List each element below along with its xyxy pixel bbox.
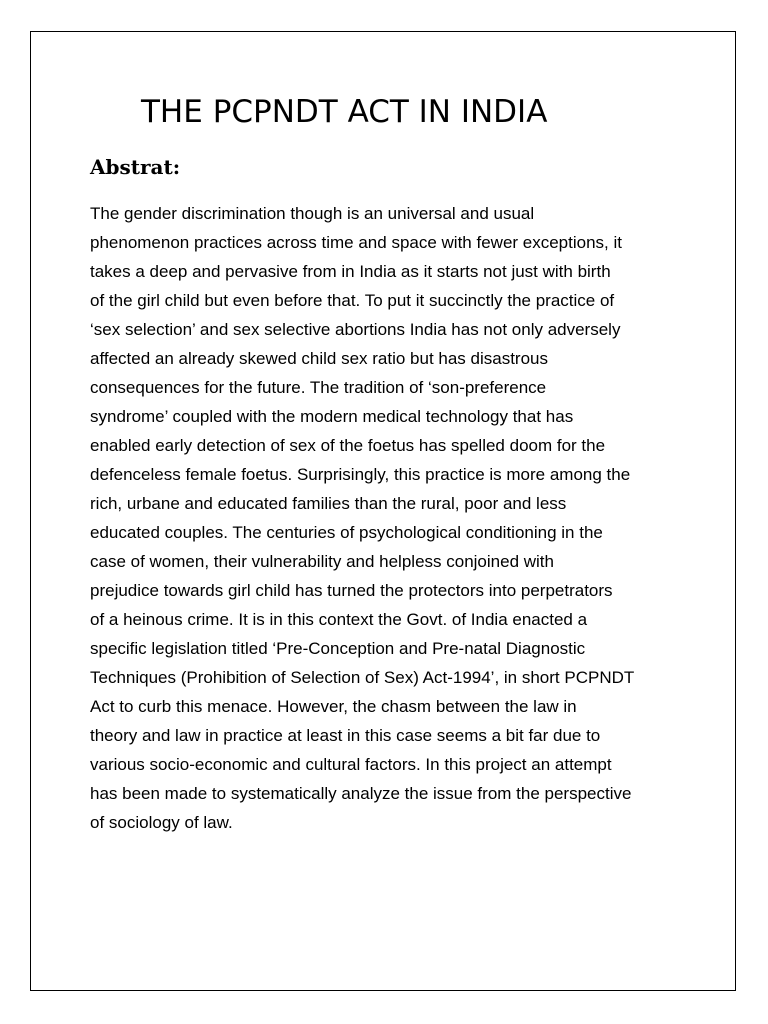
abstract-line: prejudice towards girl child has turned the protectors into perpetrators [90, 581, 613, 600]
abstract-body [90, 199, 682, 837]
abstract-line: educated couples. The centuries of psychological conditioning in the [90, 523, 603, 542]
abstract-line: consequences for the future. The tradition of ‘son-preference [90, 378, 547, 397]
abstract-line: affected an already skewed child sex ratio but has disastrous [90, 349, 549, 368]
abstract-line: of sociology of law. [90, 813, 233, 832]
abstract-line: takes a deep and pervasive from in India as it starts not just with birth [90, 262, 611, 281]
abstract-line: defenceless female foetus. Surprisingly, this practice is more among the [90, 465, 631, 484]
abstract-line: ‘sex selection’ and sex selective abortions India has not only adversely [90, 320, 621, 339]
abstract-line: of a heinous crime. It is in this context the Govt. of India enacted a [90, 610, 588, 629]
abstract-line: has been made to systematically analyze the issue from the perspective [90, 784, 632, 803]
abstract-line: of the girl child but even before that. To put it succinctly the practice of [90, 291, 615, 310]
abstract-line: phenomenon practices across time and space with fewer exceptions, it [90, 233, 622, 252]
abstract-line: Act to curb this menace. However, the chasm between the law in [90, 697, 577, 716]
abstract-line: theory and law in practice at least in this case seems a bit far due to [90, 726, 601, 745]
document-page [30, 31, 736, 991]
abstract-line: rich, urbane and educated families than the rural, poor and less [90, 494, 567, 513]
abstract-line: enabled early detection of sex of the foetus has spelled doom for the [90, 436, 606, 455]
abstract-line: The gender discrimination though is an universal and usual [90, 204, 535, 223]
abstract-line: specific legislation titled ‘Pre-Conception and Pre-natal Diagnostic [90, 639, 586, 658]
abstract-line: Techniques (Prohibition of Selection of Sex) Act-1994’, in short PCPNDT [90, 668, 635, 687]
abstract-line: syndrome’ coupled with the modern medical technology that has [90, 407, 574, 426]
abstract-line: case of women, their vulnerability and helpless conjoined with [90, 552, 554, 571]
document-title: THE PCPNDT ACT IN INDIA [141, 94, 548, 130]
abstract-heading: Abstrat: [90, 155, 181, 179]
abstract-line: various socio-economic and cultural factors. In this project an attempt [90, 755, 612, 774]
